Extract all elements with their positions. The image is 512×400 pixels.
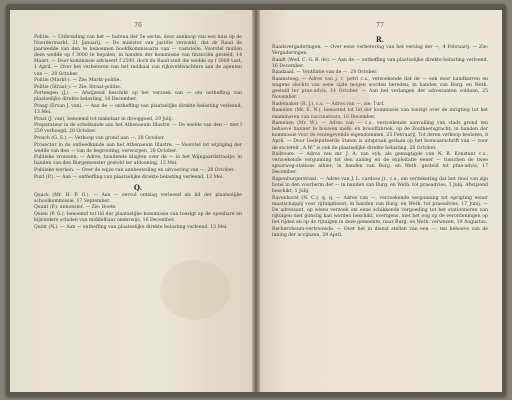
index-entry: Puxt (P.). — Aan — ontheffing van plaatselijke direkte belasting verleend, 13 Mei.	[34, 174, 224, 180]
index-entry: Rameuen (Mr. W.). — Adres van — c.s., verzoekende aanvulling van stads grond ten behoeve hunner te bouwen melk- en broodfabriek, op de Zoutkeetsgracht; in handen der kommissie voor de rentegevende eigendommen, 25 Februarij. Tot deren verkoop besloten, 8 April. — Door Gedeputeerde Staten is uitspraak gedaan op het bezwaarschrift van — voor de societeit „A.W.” is ook de plaatselijke direkte belasting, 28 October.	[272, 121, 488, 151]
index-entry: Politie (Straat-). — Zie: Straat-politie.	[34, 84, 122, 90]
index-entry: Portengen (J.). — Afwijzend beschikt op het verzoek van — om ontheffing van plaatselijke direkte belasting, 16 December.	[34, 91, 242, 103]
index-entry: Rapenburgerstraat. — Adres van J. L. cardoso jr., c.s., om verzekering dat het riool van zijn hotel in den voorberm der — in handen van Burg. en Weth. tot praeadvies, 3 Julij. Afwijzend beschikt, 1 Julij.	[272, 176, 488, 195]
index-entry: Quant (P.). annonsier. — Zie: Boete.	[34, 205, 117, 211]
index-entry: Politie (Markt-). — Zie: Markt-politie.	[34, 78, 121, 84]
book-spread	[6, 4, 506, 396]
paper-stain	[280, 70, 370, 140]
index-entry: Prosch (G. S.). — Verkoop van grond aan —, 28 October.	[34, 136, 165, 141]
index-entry: Prosector in de ontleedkunde aan het Athenaeum Illustre. — Voorstel tot wijziging der wedde van den — van de begrooting, verworpen, 28 October.	[34, 142, 242, 154]
entry-list-bottom	[34, 193, 242, 231]
index-entry: Praat (J. van), benoemd tot makelaar in drooggoed, 29 Julij.	[34, 116, 173, 122]
left-page	[10, 10, 252, 392]
index-entry: Railroute. — Adres van mr. J. A. van eyk, als gemagtigde van N. R. Konstant c.s., verzoekende vergunning tot den aanleg en de exploitatie eener — tusschen de twee spoorweg-stations alhier; in handen van Burg. en Weth. gesteld tot prae-advis, 17 December.	[272, 152, 488, 176]
index-entry: Preparateur in de scheikunde aan het Athenaeum Illustre. — De wedde van den — met f 250 verhoogd, 28 October.	[34, 123, 242, 135]
index-entry: Politie. — Uitbreiding van het — bureau der 5e sectie, door aankoop van een huis op de Noordermarkt, 21 Januarij. — De minister van justitie verzoekt, dat de Raad de jaarwedde van den te benoemen hoofdkommissaris van — vaststelle. Voorstel mullen deze wedde op f 3000 te bepalen, in handen der kommissie van financiën gesteld, 14 Maart. — Door kommissie adviseert f 2500, doch de Raad stelt die wedde op f 3000 vast, 1 April. — Over het verbeteren van het radikaal van rijksveldwachters aan de agenten van —, 28 October.	[34, 35, 242, 77]
paper-stain	[160, 260, 230, 320]
index-entry: Publieke vrouwen. — Adres, houdende klagten over de — in het Wijngaardstraatje; in handen van den Burgemeester gesteld ter afdoening, 13 Mei.	[34, 155, 242, 167]
section-letter-heading: Q.	[133, 182, 143, 192]
index-entry: Quien (P. G.), benoemd tot lid der plaatselijke kommissie van toezigt op de openbare en bijzondere scholen van middelbaar onderwijs, 16 December.	[34, 211, 242, 224]
index-entry: Quack (Mr. H. P. G.). — Aan — eervol ontslag verleend als lid der plaatselijke schoolkommissie, 17 September.	[34, 192, 242, 204]
index-entry: Ravenhorst (N. C.), q. q. — Adres van —, verzoekende vergunning tot oprigting eener maatschappij voor rijtuigdienst; in handen van Burg. en Weth. tot praeadvies, 17 Junij. — De adressant, op wiens verzoek om eene schikkende vergoeding tot het stationneren van rijtuigen met gunstig kan worden beschikt, overigens, met het oog op de verordeningen op het rijden en op de rijtuigen in deze gemeente, naar Burg. en Weth. verwezen, 19 Augustus.	[272, 195, 488, 226]
index-entry: Rechercheurs-vertrouwde. — Over het in dienst stellen van een —, ten behoeve van de inning der accijnzen, 29 April.	[272, 226, 488, 238]
right-page	[260, 10, 502, 392]
page-number: 77	[376, 22, 384, 29]
section-letter-heading: R.	[375, 35, 385, 44]
index-entry: Raamsteeg. — Adres van j. c. petri c.s., verzoekende dat de — ook door handkarren en wagens slechts van eene zijde mogen worden bereden; in handen van Burg. en Weth. gesteld ter prae-advis, 14 October. — Aan het verlangen der adressanten voldaan, 25 November.	[272, 76, 488, 101]
entry-list-top	[34, 35, 242, 181]
index-entry: Rademaker (R. J.), c.s. — Adres van —, zie: Turf.	[272, 101, 385, 107]
index-entry: Raadsvergaderingen. — Over eene verbetering van het verslag der —, 4 Februarij. — Zie: Vergaderingen.	[272, 45, 488, 57]
book-gutter	[252, 10, 260, 392]
index-entry: Quint (N.). — Aan — ontheffing van plaatselijke direkte belasting verleend, 13 Mei.	[34, 224, 228, 230]
index-entry: Raadt (Wed. C. G. B. de). — Aan de — ontheffing van plaatselijke direkte belasting verleend, 16 December.	[272, 57, 488, 69]
index-entry: Ramelen (Mr. E. N.), benoemd tot lid der kommissie van toezigt over de inrigting tot het examineren van vaccinateurs, 16 December.	[272, 108, 488, 120]
index-entry: Raadzaal. — Ventilatie van de —, 28 October.	[272, 70, 378, 76]
index-entry: Praag (Ervan J. van). — Aan de — ontheffing van plaatselijke direkte belasting verleend, 13 Mei.	[34, 104, 242, 116]
page-number: 76	[134, 22, 142, 29]
index-entry: Publieke werken. — Over de wijze van aanbesteding en uitvoering van —, 28 October.	[34, 167, 235, 173]
